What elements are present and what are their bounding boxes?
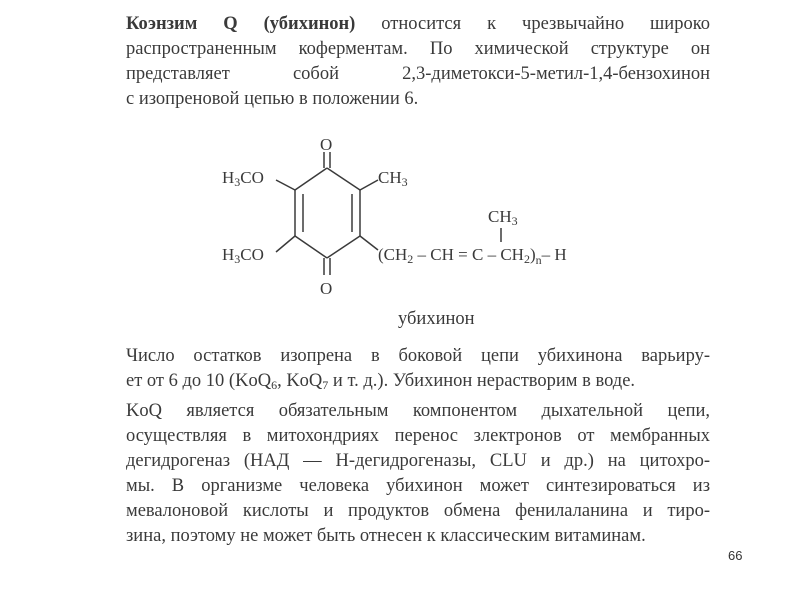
bond-methyl-ring xyxy=(360,180,378,190)
isoprene-line-1: Число остатков изопрена в боковой цепи убихинона варьиру- xyxy=(126,346,710,366)
isoprene-line-2: ет от 6 до 10 (KoQ$_6$, KoQ$_7$ и т. д.). Убихинон нерастворим в воде. xyxy=(126,371,636,392)
carbonyl-top-oxygen: O xyxy=(320,135,333,154)
methoxy-top-label: H3CO xyxy=(222,168,264,189)
intro-line-1-rest: относится к чрезвычайно широко xyxy=(355,14,710,34)
formula-caption: убихинон xyxy=(398,309,475,329)
resp-line-6: зина, поэтому не может быть отнесен к классическим витаминам. xyxy=(126,526,646,546)
resp-line-5: мевалоновой кислоты и продуктов обмена фенилаланина и тиро- xyxy=(126,501,710,521)
chain-methyl-label: CH3 xyxy=(488,207,518,228)
methoxy-bottom-label: H3CO xyxy=(222,245,264,266)
term-coenzyme-q: Коэнзим Q (убихинон) xyxy=(126,14,356,34)
bond-chain xyxy=(360,236,378,250)
bond-methoxy-bottom xyxy=(276,236,295,252)
respiratory-chain-paragraph xyxy=(126,399,710,549)
intro-line-3: представляет собой 2,3-диметокси-5-метил-1,4-бензохинон xyxy=(126,64,710,84)
intro-line-4: с изопреновой цепью в положении 6. xyxy=(126,89,419,109)
ring-bond-top-left xyxy=(295,168,327,190)
bond-methoxy-top xyxy=(276,180,295,190)
carbonyl-bottom-oxygen: O xyxy=(320,279,333,298)
ring-bond-bottom-right xyxy=(327,236,360,258)
resp-line-4: мы. В организме человека убихинон может синтезироваться из xyxy=(126,476,710,496)
ring-bond-top-right xyxy=(327,168,360,190)
resp-line-3: дегидрогеназ (НАД — Н-дегидрогеназы, CLU и др.) на цитохро- xyxy=(126,451,710,471)
isoprene-paragraph xyxy=(126,344,710,394)
intro-line-2: распространенным коферментам. По химической структуре он xyxy=(126,39,710,59)
resp-line-2: осуществляя в митохондриях перенос злектронов от мембранных xyxy=(126,426,710,446)
isoprene-chain-label: (CH2 – CH = C – $CH2)_n-$ H xyxy=(378,245,567,267)
ring-bond-bottom-left xyxy=(295,236,327,258)
ring-methyl-label: CH3 xyxy=(378,168,408,189)
resp-line-1: KoQ является обязательным компонентом дыхательной цепи, xyxy=(126,401,710,421)
page-number: 66 xyxy=(728,548,743,563)
